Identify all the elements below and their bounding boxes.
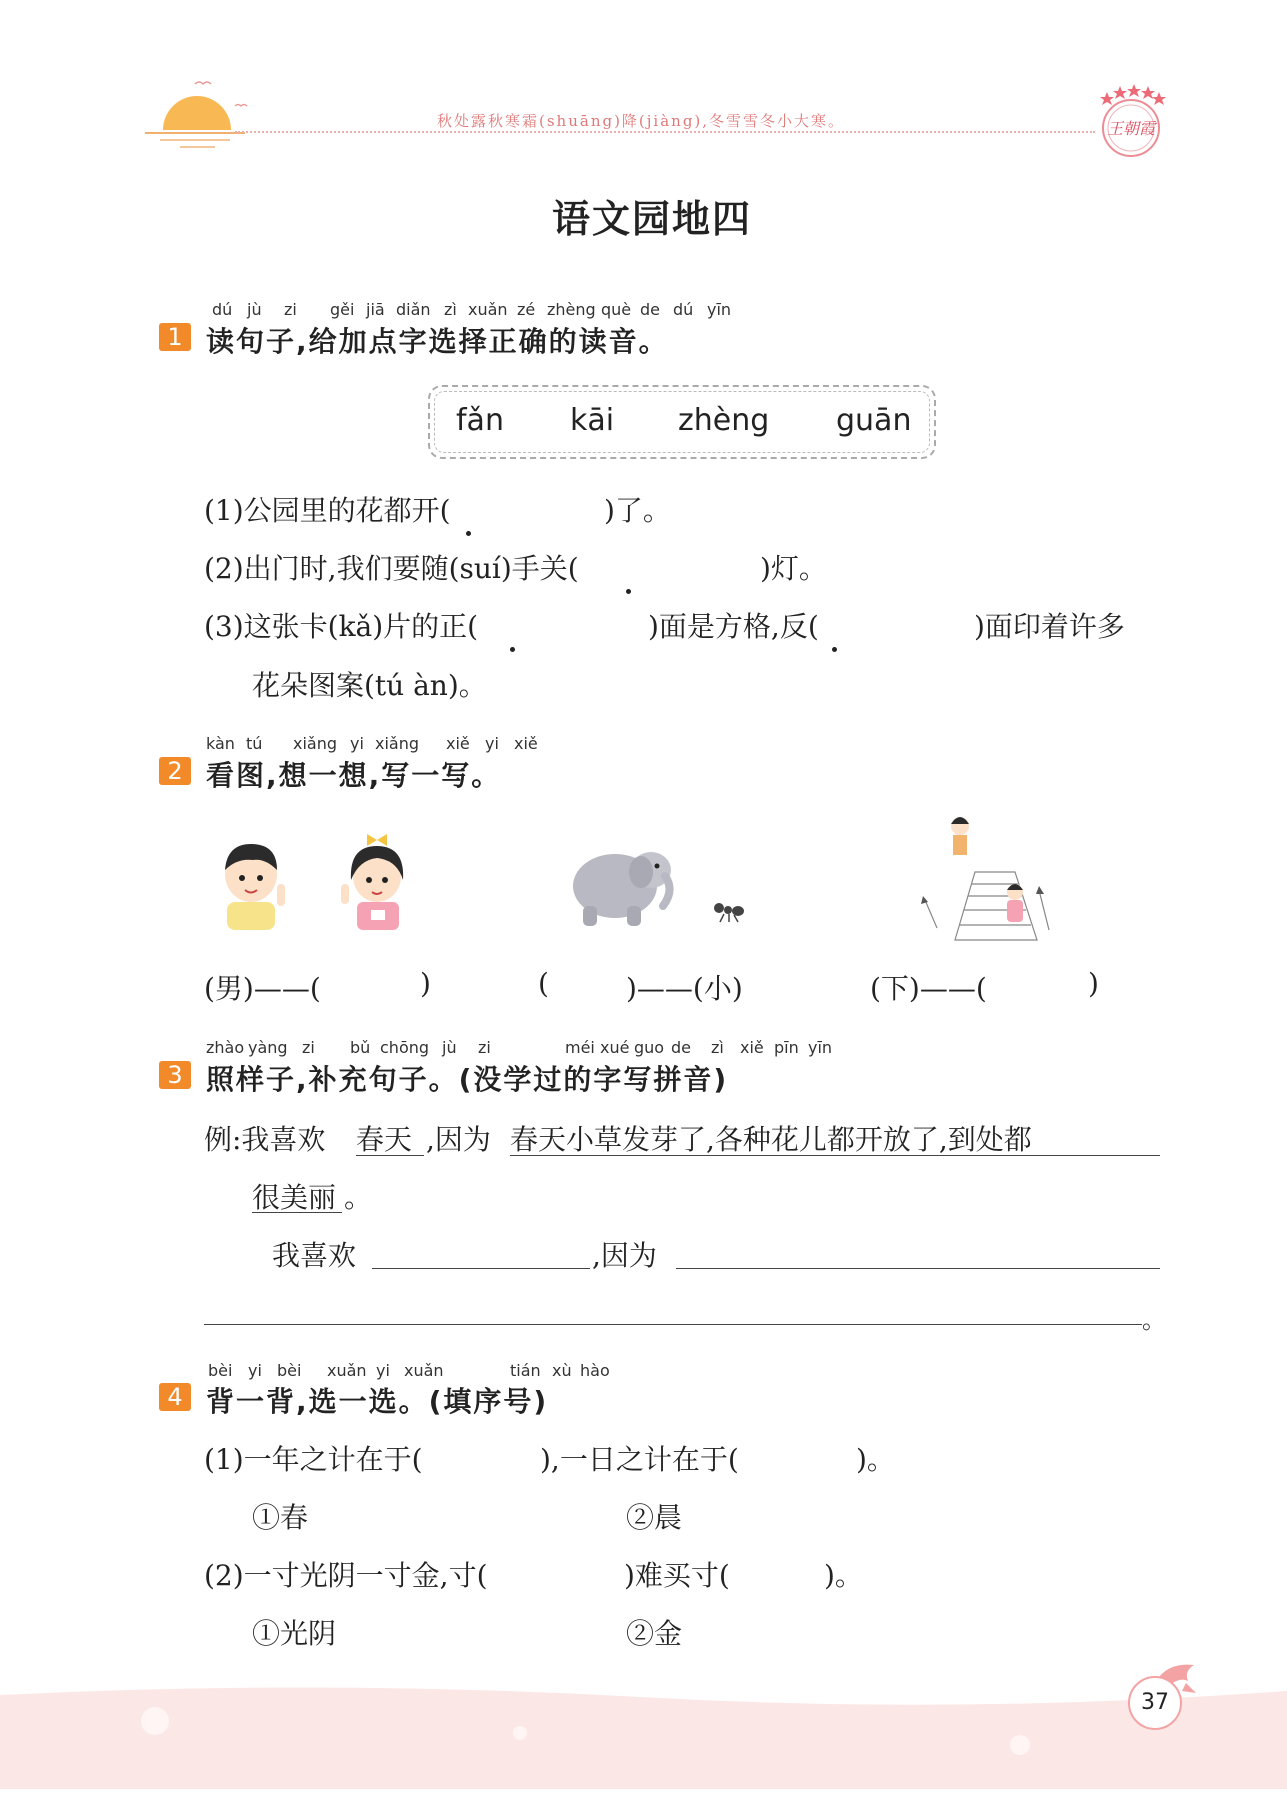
elephant-illustration xyxy=(565,840,685,930)
s1-q3-text-mid: )面是方格,反( xyxy=(648,610,819,643)
s4-q2-text-end: )。 xyxy=(824,1559,863,1592)
s1-pinyin: zhèng xyxy=(547,300,596,319)
s1-pinyin: jù xyxy=(247,300,262,319)
s3-pinyin: chōng xyxy=(380,1038,430,1057)
section-3-instruction: 照样子,补充句子。(没学过的字写拼音) xyxy=(206,1063,729,1096)
pair2-left: ( xyxy=(538,967,549,1000)
s1-pinyin: zé xyxy=(517,300,536,319)
s4-q2-option: ②金 xyxy=(626,1617,683,1650)
emphasis-dot xyxy=(466,531,471,536)
s4-pinyin: hào xyxy=(580,1361,610,1380)
pinyin-option-box xyxy=(428,385,936,459)
emphasis-dot xyxy=(832,647,837,652)
s1-pinyin: què xyxy=(601,300,632,319)
s4-pinyin: xù xyxy=(552,1361,572,1380)
teacher-seal xyxy=(1093,78,1169,160)
s4-q2-text-mid: )难买寸( xyxy=(624,1559,730,1592)
s1-pinyin: gěi xyxy=(330,300,355,319)
emphasis-dot xyxy=(510,647,515,652)
s3-pinyin: pīn xyxy=(774,1038,799,1057)
fill-end-mark: 。 xyxy=(1142,1306,1166,1334)
s1-pinyin: diǎn xyxy=(396,300,431,319)
emphasis-dot xyxy=(626,589,631,594)
fill-blank-like[interactable] xyxy=(372,1268,590,1269)
section-4-instruction: 背一背,选一选。(填序号) xyxy=(206,1385,549,1418)
s3-pinyin: bǔ xyxy=(350,1038,371,1057)
s3-pinyin: yīn xyxy=(808,1038,833,1057)
example-reason: 春天小草发芽了,各种花儿都开放了,到处都 xyxy=(510,1123,1032,1156)
s1-pinyin: dú xyxy=(212,300,233,319)
pair2-right: )——(小) xyxy=(626,972,743,1005)
s4-q1-text-end: )。 xyxy=(856,1443,895,1476)
s1-q3-text: (3)这张卡(kǎ)片的正( xyxy=(204,610,479,643)
section-1-instruction: 读句子,给加点字选择正确的读音。 xyxy=(206,325,669,358)
section-4-number: 4 xyxy=(159,1383,191,1411)
s4-q2-option: ①光阴 xyxy=(252,1617,337,1650)
fill-label-like: 我喜欢 xyxy=(272,1239,357,1272)
s3-pinyin: xiě xyxy=(740,1038,764,1057)
s4-pinyin: yi xyxy=(248,1361,262,1380)
pinyin-option: fǎn xyxy=(456,403,504,438)
boy-illustration xyxy=(215,832,295,932)
pair1-left: (男)——( xyxy=(204,972,321,1005)
s1-pinyin: dú xyxy=(673,300,694,319)
pinyin-option: guān xyxy=(836,403,912,438)
s4-q1-option: ①春 xyxy=(252,1501,309,1534)
s1-pinyin: zi xyxy=(284,300,297,319)
s1-pinyin: jiā xyxy=(366,300,385,319)
example-season: 春天 xyxy=(356,1123,413,1156)
header-divider xyxy=(235,131,1095,133)
section-2-instruction: 看图,想一想,写一写。 xyxy=(206,759,502,792)
example-because: ,因为 xyxy=(426,1123,491,1156)
pair3-left: (下)——( xyxy=(870,972,987,1005)
section-2-number: 2 xyxy=(159,757,191,785)
header-motto: 秋处露秋寒霜(shuāng)降(jiàng),冬雪雪冬小大寒。 xyxy=(437,112,846,130)
seal-name: 王朝霞 xyxy=(1106,119,1155,138)
s3-pinyin: zhào xyxy=(206,1038,245,1057)
s4-q1-text-mid: ),一日之计在于( xyxy=(540,1443,739,1476)
fill-blank-line2[interactable] xyxy=(204,1324,1142,1325)
s2-pinyin: xiě xyxy=(446,734,470,753)
fill-label-because: ,因为 xyxy=(592,1239,657,1272)
section-1-number: 1 xyxy=(159,323,191,351)
s1-q3-text-end: )面印着许多 xyxy=(974,610,1125,643)
stairs-illustration xyxy=(915,810,1060,945)
s1-q2-text-end: )灯。 xyxy=(760,552,827,585)
example-reason-cont: 很美丽 xyxy=(252,1181,337,1214)
s4-q1-text: (1)一年之计在于( xyxy=(204,1443,423,1476)
sunset-icon xyxy=(145,70,255,150)
s1-q1-text-end: )了。 xyxy=(604,494,671,527)
s3-pinyin: guo xyxy=(634,1038,665,1057)
s4-pinyin: tián xyxy=(510,1361,541,1380)
s1-q1-text: (1)公园里的花都开( xyxy=(204,494,451,527)
s4-pinyin: xuǎn xyxy=(327,1361,367,1380)
s2-pinyin: xiǎng xyxy=(375,734,420,753)
s2-pinyin: xiě xyxy=(514,734,538,753)
section-3-number: 3 xyxy=(159,1061,191,1089)
s3-pinyin: zì xyxy=(711,1038,724,1057)
pair1-right: ) xyxy=(420,967,431,1000)
s3-pinyin: zi xyxy=(478,1038,491,1057)
s1-q3-text-cont: 花朵图案(tú àn)。 xyxy=(252,669,487,702)
s1-pinyin: xuǎn xyxy=(468,300,508,319)
s4-pinyin: bèi xyxy=(208,1361,233,1380)
pair3-right: ) xyxy=(1088,967,1099,1000)
pinyin-option: kāi xyxy=(570,403,615,438)
s4-q2-text: (2)一寸光阴一寸金,寸( xyxy=(204,1559,488,1592)
s4-pinyin: xuǎn xyxy=(404,1361,444,1380)
s3-pinyin: de xyxy=(671,1038,691,1057)
s4-pinyin: bèi xyxy=(277,1361,302,1380)
s4-pinyin: yi xyxy=(376,1361,390,1380)
s4-q1-option: ②晨 xyxy=(626,1501,683,1534)
fill-blank-because[interactable] xyxy=(676,1268,1160,1269)
pinyin-option: zhèng xyxy=(678,403,770,438)
example-end: 。 xyxy=(344,1181,373,1214)
s3-pinyin: xué xyxy=(600,1038,630,1057)
s2-pinyin: xiǎng xyxy=(293,734,338,753)
s3-pinyin: méi xyxy=(565,1038,595,1057)
girl-illustration xyxy=(335,832,415,932)
s2-pinyin: yi xyxy=(485,734,499,753)
page-number: 37 xyxy=(1128,1676,1182,1730)
s2-pinyin: yi xyxy=(350,734,364,753)
s1-q2-text: (2)出门时,我们要随(suí)手关( xyxy=(204,552,579,585)
ant-illustration xyxy=(712,898,746,924)
footer-band xyxy=(0,1685,1287,1789)
s3-pinyin: zi xyxy=(302,1038,315,1057)
example-label: 例:我喜欢 xyxy=(204,1123,326,1156)
s3-pinyin: jù xyxy=(442,1038,457,1057)
s3-pinyin: yàng xyxy=(248,1038,288,1057)
s1-pinyin: yīn xyxy=(707,300,732,319)
s2-pinyin: kàn xyxy=(206,734,235,753)
s1-pinyin: zì xyxy=(444,300,457,319)
s2-pinyin: tú xyxy=(246,734,263,753)
s1-pinyin: de xyxy=(640,300,660,319)
page-title: 语文园地四 xyxy=(552,197,753,241)
